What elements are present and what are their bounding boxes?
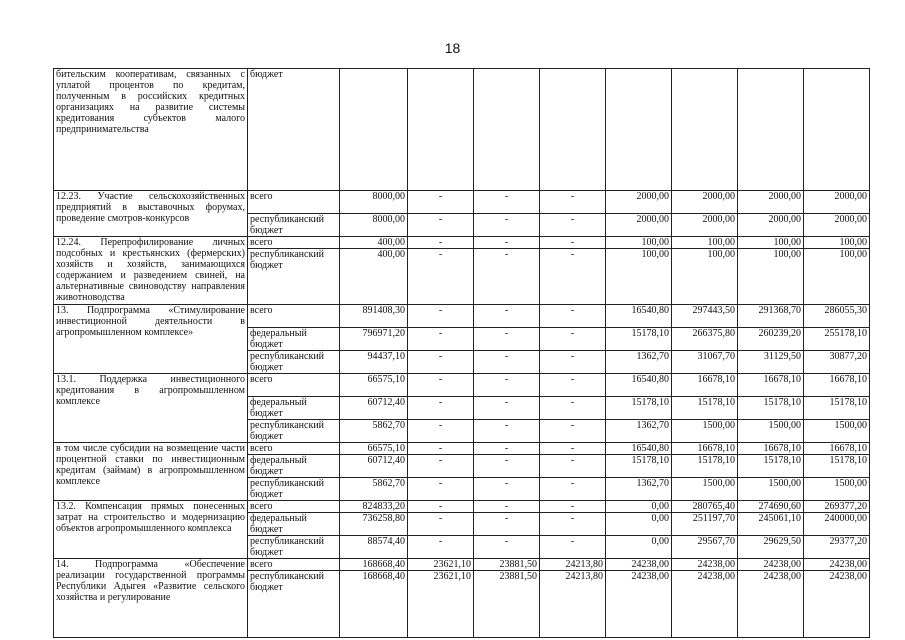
year-value-cell: -	[540, 328, 606, 351]
year-value-cell: -	[408, 328, 474, 351]
year-value-cell: -	[408, 501, 474, 513]
funding-source-cell: всего	[248, 559, 340, 571]
year-value-cell: 274690,60	[738, 501, 804, 513]
year-value-cell	[738, 69, 804, 191]
year-value-cell: 16678,10	[738, 374, 804, 397]
year-value-cell: -	[408, 455, 474, 478]
total-cell: 66575,10	[340, 443, 408, 455]
year-value-cell: -	[540, 536, 606, 559]
year-value-cell: 2000,00	[606, 191, 672, 214]
year-value-cell: 24238,00	[606, 559, 672, 571]
year-value-cell: 24238,00	[606, 571, 672, 638]
year-value-cell: -	[540, 214, 606, 237]
funding-source-cell: всего	[248, 191, 340, 214]
year-value-cell: -	[474, 501, 540, 513]
year-value-cell: -	[540, 501, 606, 513]
year-value-cell: -	[474, 443, 540, 455]
year-value-cell: 16678,10	[672, 443, 738, 455]
year-value-cell: 16540,80	[606, 305, 672, 328]
year-value-cell: 2000,00	[672, 191, 738, 214]
year-value-cell: 15178,10	[606, 455, 672, 478]
year-value-cell	[408, 69, 474, 191]
total-cell: 8000,00	[340, 191, 408, 214]
page-number: 18	[444, 40, 461, 56]
year-value-cell: 24238,00	[804, 559, 870, 571]
total-cell: 168668,40	[340, 571, 408, 638]
year-value-cell: 1362,70	[606, 351, 672, 374]
year-value-cell: 23881,50	[474, 571, 540, 638]
item-name-cell: 12.23. Участие сельскохозяйственных предприятий в выставочных форумах, проведение смотров-конкурсов	[54, 191, 248, 237]
year-value-cell: 15178,10	[672, 397, 738, 420]
year-value-cell: 2000,00	[672, 214, 738, 237]
year-value-cell: 280765,40	[672, 501, 738, 513]
funding-source-cell: федеральный бюджет	[248, 397, 340, 420]
year-value-cell: -	[474, 214, 540, 237]
year-value-cell	[474, 69, 540, 191]
year-value-cell: 23881,50	[474, 559, 540, 571]
year-value-cell: -	[474, 455, 540, 478]
total-cell: 400,00	[340, 249, 408, 305]
year-value-cell: 29377,20	[804, 536, 870, 559]
year-value-cell: 15178,10	[804, 397, 870, 420]
total-cell: 168668,40	[340, 559, 408, 571]
year-value-cell: -	[474, 351, 540, 374]
year-value-cell: 1500,00	[804, 478, 870, 501]
year-value-cell: 15178,10	[804, 455, 870, 478]
year-value-cell: 100,00	[738, 249, 804, 305]
funding-source-cell: федеральный бюджет	[248, 328, 340, 351]
year-value-cell: -	[540, 513, 606, 536]
funding-source-cell: республиканский бюджет	[248, 420, 340, 443]
year-value-cell: 2000,00	[738, 191, 804, 214]
year-value-cell	[606, 69, 672, 191]
year-value-cell: -	[474, 478, 540, 501]
year-value-cell: 2000,00	[738, 214, 804, 237]
year-value-cell: 1362,70	[606, 420, 672, 443]
table-row	[54, 374, 870, 397]
year-value-cell: -	[540, 420, 606, 443]
year-value-cell: 1500,00	[738, 420, 804, 443]
year-value-cell: 16678,10	[804, 443, 870, 455]
total-cell: 400,00	[340, 237, 408, 249]
funding-source-cell: республиканский бюджет	[248, 571, 340, 638]
total-cell: 736258,80	[340, 513, 408, 536]
year-value-cell: -	[474, 374, 540, 397]
year-value-cell: 269377,20	[804, 501, 870, 513]
year-value-cell: 100,00	[672, 237, 738, 249]
total-cell: 5862,70	[340, 478, 408, 501]
year-value-cell: 15178,10	[606, 397, 672, 420]
year-value-cell: -	[408, 191, 474, 214]
year-value-cell: -	[540, 305, 606, 328]
funding-source-cell: всего	[248, 443, 340, 455]
year-value-cell: -	[540, 249, 606, 305]
year-value-cell: 251197,70	[672, 513, 738, 536]
year-value-cell: -	[408, 478, 474, 501]
year-value-cell: 31129,50	[738, 351, 804, 374]
year-value-cell: 100,00	[672, 249, 738, 305]
year-value-cell: 1500,00	[738, 478, 804, 501]
year-value-cell: 31067,70	[672, 351, 738, 374]
item-name-cell: бительским кооперативам, связанных с уплатой процентов по кредитам, полученным в российских кредитных организациях на развитие системы кредитования субъектов малого предпринимательства	[54, 69, 248, 191]
year-value-cell: 260239,20	[738, 328, 804, 351]
year-value-cell: 266375,80	[672, 328, 738, 351]
item-name-cell: 13. Подпрограмма «Стимулирование инвестиционной деятельности в агропромышленном комплексе»	[54, 305, 248, 374]
year-value-cell: 24238,00	[738, 571, 804, 638]
year-value-cell: 24213,80	[540, 571, 606, 638]
year-value-cell: -	[408, 374, 474, 397]
item-name-cell: 13.2. Компенсация прямых понесенных затрат на строительство и модернизацию объектов агропромышленного комплекса	[54, 501, 248, 559]
table-row	[54, 443, 870, 455]
year-value-cell: -	[474, 249, 540, 305]
item-name-cell: 14. Подпрограмма «Обеспечение реализации государственной программы Республики Адыгея «Развитие сельского хозяйства и регулирование	[54, 559, 248, 638]
year-value-cell: 255178,10	[804, 328, 870, 351]
year-value-cell: -	[408, 536, 474, 559]
total-cell: 66575,10	[340, 374, 408, 397]
year-value-cell: -	[408, 351, 474, 374]
year-value-cell: -	[474, 191, 540, 214]
year-value-cell: -	[408, 513, 474, 536]
year-value-cell: -	[540, 351, 606, 374]
year-value-cell	[672, 69, 738, 191]
year-value-cell: -	[408, 420, 474, 443]
year-value-cell: -	[540, 397, 606, 420]
funding-source-cell: всего	[248, 305, 340, 328]
year-value-cell: 240000,00	[804, 513, 870, 536]
year-value-cell	[804, 69, 870, 191]
year-value-cell: 1362,70	[606, 478, 672, 501]
total-cell	[340, 69, 408, 191]
year-value-cell: -	[408, 443, 474, 455]
year-value-cell: 24238,00	[672, 559, 738, 571]
funding-source-cell: республиканский бюджет	[248, 536, 340, 559]
funding-source-cell: бюджет	[248, 69, 340, 191]
year-value-cell: -	[540, 455, 606, 478]
table-row	[54, 69, 870, 191]
year-value-cell: 0,00	[606, 536, 672, 559]
year-value-cell: 16540,80	[606, 443, 672, 455]
funding-source-cell: республиканский бюджет	[248, 214, 340, 237]
year-value-cell: -	[540, 374, 606, 397]
year-value-cell: -	[474, 237, 540, 249]
funding-source-cell: республиканский бюджет	[248, 478, 340, 501]
year-value-cell: -	[474, 328, 540, 351]
table-row	[54, 305, 870, 328]
year-value-cell: 29567,70	[672, 536, 738, 559]
year-value-cell: 291368,70	[738, 305, 804, 328]
year-value-cell: 1500,00	[672, 420, 738, 443]
year-value-cell: 16678,10	[672, 374, 738, 397]
year-value-cell: 16678,10	[804, 374, 870, 397]
total-cell: 891408,30	[340, 305, 408, 328]
year-value-cell: 15178,10	[738, 397, 804, 420]
funding-source-cell: федеральный бюджет	[248, 455, 340, 478]
year-value-cell: 0,00	[606, 513, 672, 536]
year-value-cell: 1500,00	[672, 478, 738, 501]
year-value-cell: 15178,10	[738, 455, 804, 478]
year-value-cell: -	[540, 191, 606, 214]
year-value-cell: 16678,10	[738, 443, 804, 455]
year-value-cell: 15178,10	[606, 328, 672, 351]
year-value-cell: -	[408, 237, 474, 249]
item-name-cell: в том числе субсидии на возмещение части процентной ставки по инвестиционным кредитам (займам) в агропромышленном комплексе	[54, 443, 248, 501]
year-value-cell: -	[474, 305, 540, 328]
total-cell: 60712,40	[340, 397, 408, 420]
funding-source-cell: республиканский бюджет	[248, 351, 340, 374]
year-value-cell: -	[408, 214, 474, 237]
year-value-cell: -	[540, 237, 606, 249]
year-value-cell: -	[540, 443, 606, 455]
year-value-cell: 1500,00	[804, 420, 870, 443]
year-value-cell: 245061,10	[738, 513, 804, 536]
year-value-cell	[540, 69, 606, 191]
funding-source-cell: республиканский бюджет	[248, 249, 340, 305]
funding-source-cell: всего	[248, 237, 340, 249]
funding-source-cell: всего	[248, 374, 340, 397]
year-value-cell: 24238,00	[738, 559, 804, 571]
year-value-cell: 2000,00	[804, 214, 870, 237]
funding-source-cell: всего	[248, 501, 340, 513]
item-name-cell: 13.1. Поддержка инвестиционного кредитования в агропромышленном комплексе	[54, 374, 248, 443]
year-value-cell: 23621,10	[408, 571, 474, 638]
total-cell: 5862,70	[340, 420, 408, 443]
year-value-cell: -	[474, 536, 540, 559]
year-value-cell: -	[474, 513, 540, 536]
year-value-cell: 100,00	[804, 237, 870, 249]
year-value-cell: -	[540, 478, 606, 501]
table-row	[54, 191, 870, 214]
funding-source-cell: федеральный бюджет	[248, 513, 340, 536]
year-value-cell: 100,00	[606, 249, 672, 305]
year-value-cell: 23621,10	[408, 559, 474, 571]
budget-table	[53, 68, 870, 638]
year-value-cell: -	[474, 420, 540, 443]
table-row	[54, 237, 870, 249]
total-cell: 88574,40	[340, 536, 408, 559]
total-cell: 796971,20	[340, 328, 408, 351]
year-value-cell: -	[408, 249, 474, 305]
item-name-cell: 12.24. Перепрофилирование личных подсобных и крестьянских (фермерских) хозяйств и хозяйств, занимающихся содержанием и разведением свиней, на альтернативные свиноводству направления животноводства	[54, 237, 248, 305]
year-value-cell: 29629,50	[738, 536, 804, 559]
year-value-cell: 286055,30	[804, 305, 870, 328]
year-value-cell: 24213,80	[540, 559, 606, 571]
year-value-cell: 24238,00	[672, 571, 738, 638]
total-cell: 824833,20	[340, 501, 408, 513]
table-row	[54, 559, 870, 571]
table-row	[54, 501, 870, 513]
year-value-cell: 24238,00	[804, 571, 870, 638]
year-value-cell: 0,00	[606, 501, 672, 513]
year-value-cell: 297443,50	[672, 305, 738, 328]
total-cell: 8000,00	[340, 214, 408, 237]
year-value-cell: -	[408, 397, 474, 420]
year-value-cell: 30877,20	[804, 351, 870, 374]
year-value-cell: 15178,10	[672, 455, 738, 478]
year-value-cell: 100,00	[738, 237, 804, 249]
year-value-cell: 100,00	[804, 249, 870, 305]
year-value-cell: 16540,80	[606, 374, 672, 397]
year-value-cell: -	[474, 397, 540, 420]
year-value-cell: 100,00	[606, 237, 672, 249]
year-value-cell: 2000,00	[804, 191, 870, 214]
total-cell: 60712,40	[340, 455, 408, 478]
total-cell: 94437,10	[340, 351, 408, 374]
year-value-cell: 2000,00	[606, 214, 672, 237]
year-value-cell: -	[408, 305, 474, 328]
